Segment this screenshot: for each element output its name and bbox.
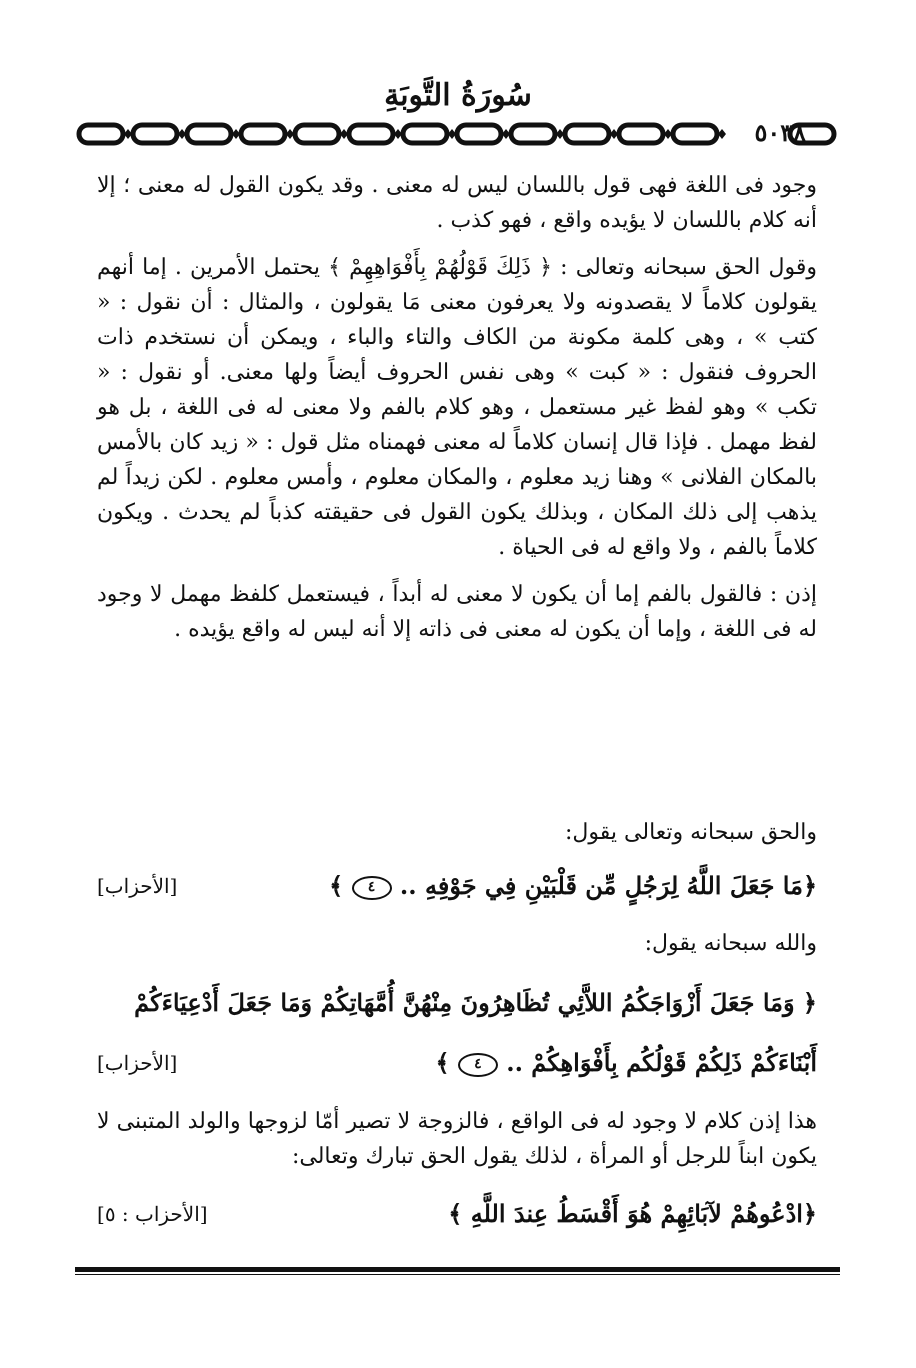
footer-rule — [75, 1267, 840, 1272]
paragraph-4: هذا إذن كلام لا وجود له فى الواقع ، فالزوجة لا تصير أمّا لزوجها والولد المتبنى لا يكون ابناً للرجل أو المرأة ، لذلك يقول الحق تبارك وتعالى: — [97, 1109, 817, 1169]
aya-number-marker: ٤ — [352, 876, 392, 900]
aya-number-marker: ٤ — [458, 1053, 498, 1077]
intro-line: والله سبحانه يقول: — [644, 931, 817, 956]
quran-verse — [97, 1045, 817, 1081]
verse-text: ﴿مَا جَعَلَ اللَّهُ لِرَجُلٍ مِّن قَلْبَيْنِ فِي جَوْفِهِ .. — [391, 871, 817, 900]
footer-rule-thin — [75, 1274, 840, 1275]
paragraph-text: وقول الحق سبحانه وتعالى : ﴿ ذَلِكَ قَوْلُهُمْ بِأَفْوَاهِهِمْ ﴾ يحتمل الأمرين . إما أنهم يقولون كلاماً لا يقصدونه ولا يعرفون معنى مَا يقولون ، والمثال : أن نقول : « كتب » ، وهى كلمة مكونة من الكاف والتاء والباء ، ويمكن أن نستخدم ذات الحروف فنقول : « كبت » وهى نفس الحروف أيضاً ولها معنى. أو نقول : « تكب » وهو لفظ غير مستعمل ، وهو كلام بالفم ولا معنى له فى اللغة ، بل هو لفظ مهمل . فإذا قال إنسان كلاماً له معنى فهمناه مثل قول : « زيد كان بالأمس بالمكان الفلانى » وهنا زيد معلوم ، والمكان معلوم ، وأمس معلوم . لكن زيداً لم يذهب إلى ذلك المكان ، وبذلك يكون القول فى حقيقته كذباً لم يحدث . ويكون كلاماً بالفم ، ولا واقع له فى الحياة . — [97, 255, 817, 560]
surah-title: سُورَةُ التَّوبَةِ — [384, 78, 532, 113]
verse-close-bracket: ﴾ — [329, 871, 352, 900]
verse-reference: [الأحزاب] — [97, 874, 178, 898]
verse-text: ﴿ وَمَا جَعَلَ أَزْوَاجَكُمُ اللاَّئِي تُظَاهِرُونَ مِنْهُنَّ أُمَّهَاتِكُمْ وَمَا جَعَلَ أَدْعِيَاءَكُمْ — [134, 988, 817, 1017]
page-number: ٥٠٣٨ — [754, 118, 806, 147]
intro-line: والحق سبحانه وتعالى يقول: — [565, 820, 817, 845]
paragraph-text: إذن : فالقول بالفم إما أن يكون لا معنى له أبداً ، فيستعمل كلفظ مهمل لا وجود له فى اللغة ، وإما أن يكون له معنى فى ذاته إلا أنه ليس له واقع يؤيده . — [97, 582, 817, 642]
verse-text: ﴿ادْعُوهُمْ لآبَائِهِمْ هُوَ أَقْسَطُ عِندَ اللَّهِ ﴾ — [448, 1199, 817, 1228]
quran-verse — [97, 868, 817, 904]
verse-reference: [الأحزاب : ٥] — [97, 1202, 208, 1226]
quran-verse — [97, 1196, 817, 1232]
paragraph-1 — [97, 168, 817, 647]
verse-reference: [الأحزاب] — [97, 1051, 178, 1075]
verse-close-bracket: ﴾ — [435, 1048, 458, 1077]
quran-verse — [97, 985, 817, 1021]
paragraph-text: وجود فى اللغة فهى قول باللسان ليس له معنى . وقد يكون القول له معنى ؛ إلا أنه كلام باللسان لا يؤيده واقع ، فهو كذب . — [97, 173, 817, 233]
verse-text: أَبْنَاءَكُمْ ذَلِكُمْ قَوْلُكُم بِأَفْوَاهِكُمْ .. — [497, 1048, 817, 1077]
